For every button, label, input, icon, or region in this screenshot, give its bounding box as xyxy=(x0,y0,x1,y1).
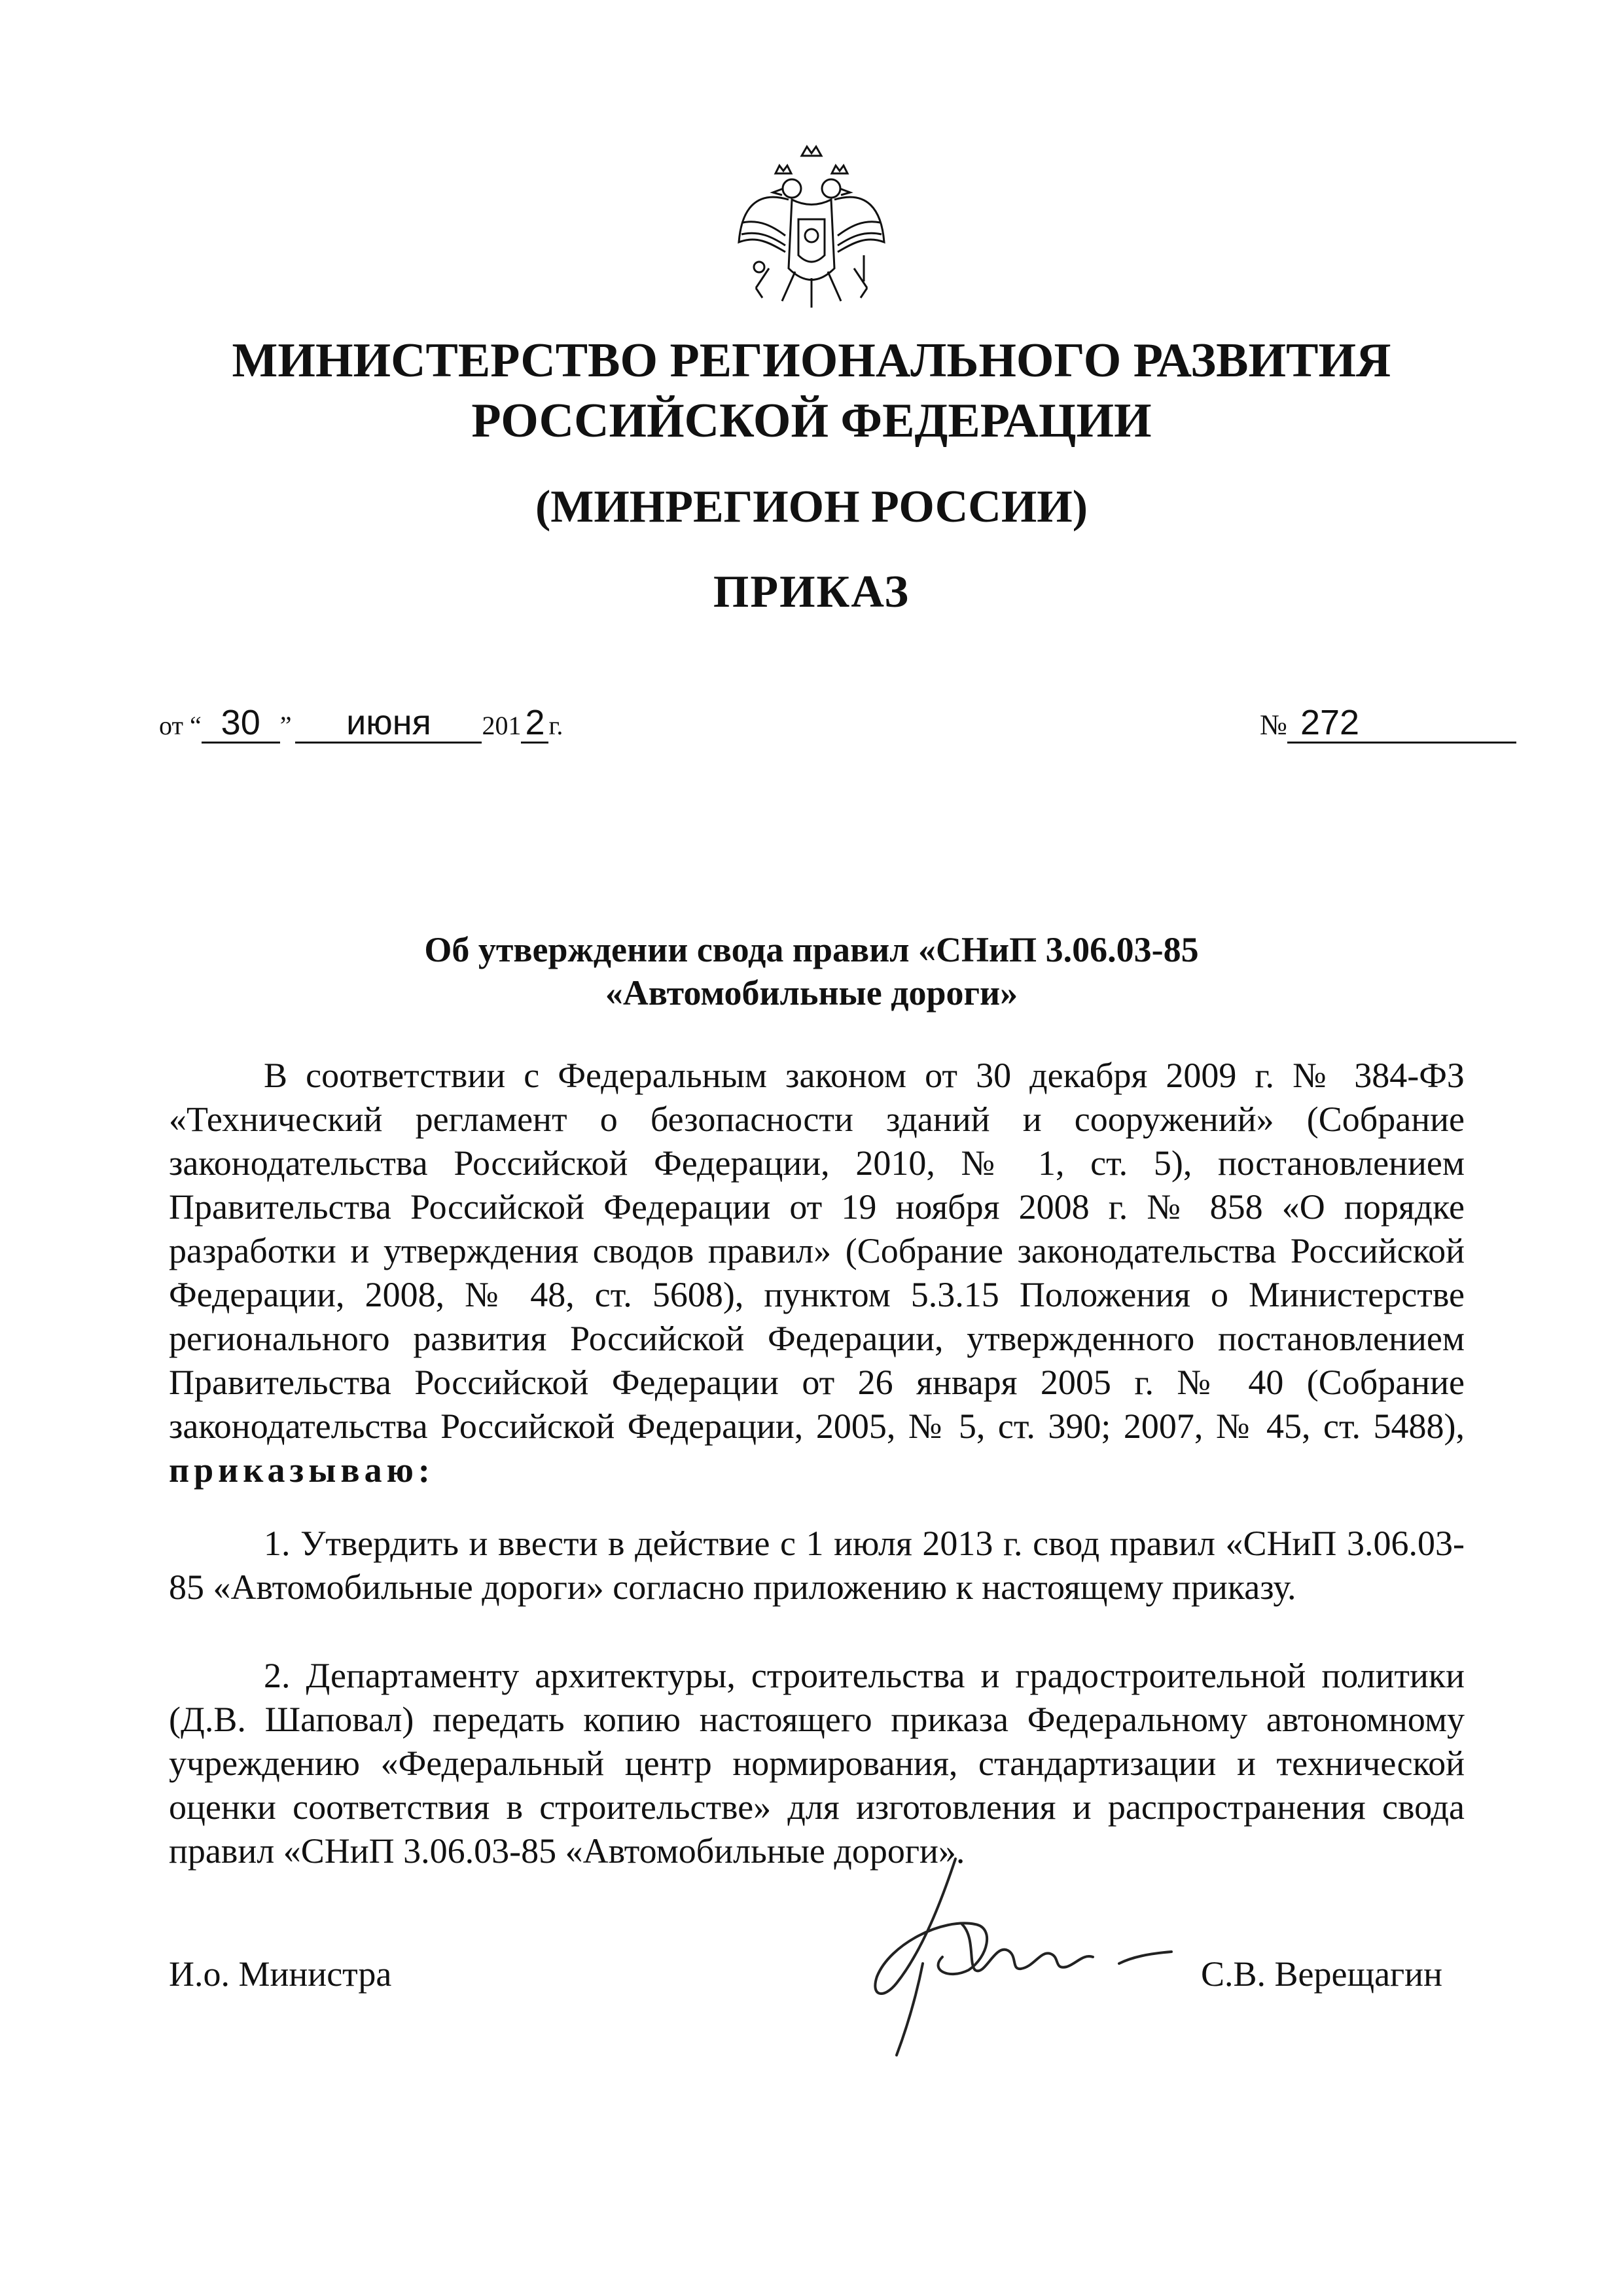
handwritten-signature xyxy=(844,1846,1185,2062)
date-day: 30 xyxy=(202,704,280,744)
coat-of-arms-icon xyxy=(730,137,893,314)
preamble-text: В соответствии с Федеральным законом от 30 декабря 2009 г. № 384-ФЗ «Технический регламент о безопасности зданий и сооружений» (Собрание законодательства Российской Федерации, 2010, № 1, ст. 5), постановлением Правительства Российской Федерации от 19 ноября 2008 г. № 858 «О порядке разработки и утверждения сводов правил» (Собрание законодательства Российской Федерации, 2008, № 48, ст. 5608), пунктом 5.3.15 Положения о Министерстве регионального развития Российской Федерации, утвержденного постановлением Правительства Российской Федерации от 26 января 2005 г. № 40 (Собрание законодательства Российской Федерации, 2005, № 5, ст. 390; 2007, № 45, ст. 5488), xyxy=(169,1056,1465,1446)
document-type: ПРИКАЗ xyxy=(713,567,910,617)
subject-line1: Об утверждении свода правил «СНиП 3.06.03-85 xyxy=(424,930,1199,969)
ministry-title xyxy=(0,331,1623,451)
date-line xyxy=(159,704,563,744)
signatory-position: И.о. Министра xyxy=(169,1954,392,1994)
date-quote-close: ” xyxy=(279,711,292,740)
number-label: № xyxy=(1260,709,1287,741)
date-year-digit: 2 xyxy=(521,704,548,744)
signatory-name: С.В. Верещагин xyxy=(1201,1954,1442,1994)
order-number-line xyxy=(1260,704,1516,744)
order-subject xyxy=(0,928,1623,1014)
subject-line2: «Автомобильные дороги» xyxy=(605,973,1018,1013)
order-number: 272 xyxy=(1287,704,1516,744)
ministry-title-line1: МИНИСТЕРСТВО РЕГИОНАЛЬНОГО РАЗВИТИЯ xyxy=(232,334,1391,387)
date-year-prefix: 201 xyxy=(482,711,522,740)
ministry-short-name: (МИНРЕГИОН РОССИИ) xyxy=(535,482,1088,532)
date-month: июня xyxy=(295,704,482,744)
date-prefix: от “ xyxy=(159,711,202,740)
ministry-title-line2: РОССИЙСКОЙ ФЕДЕРАЦИИ xyxy=(471,394,1152,448)
clause-1: 1. Утвердить и ввести в действие с 1 июля 2013 г. свод правил «СНиП 3.06.03-85 «Автомобильные дороги» согласно приложению к настоящему приказу. xyxy=(169,1524,1465,1607)
date-suffix: г. xyxy=(548,711,563,740)
preamble-paragraph xyxy=(169,1054,1465,1492)
order-word: приказываю: xyxy=(169,1450,435,1490)
clause-2: 2. Департаменту архитектуры, строительства и градостроительной политики (Д.В. Шаповал) передать копию настоящего приказа Федеральному автономному учреждению «Федеральный центр нормирования, стандартизации и технической оценки соответствия в строительстве» для изготовления и распространения свода правил «СНиП 3.06.03-85 «Автомобильные дороги». xyxy=(169,1656,1465,1871)
